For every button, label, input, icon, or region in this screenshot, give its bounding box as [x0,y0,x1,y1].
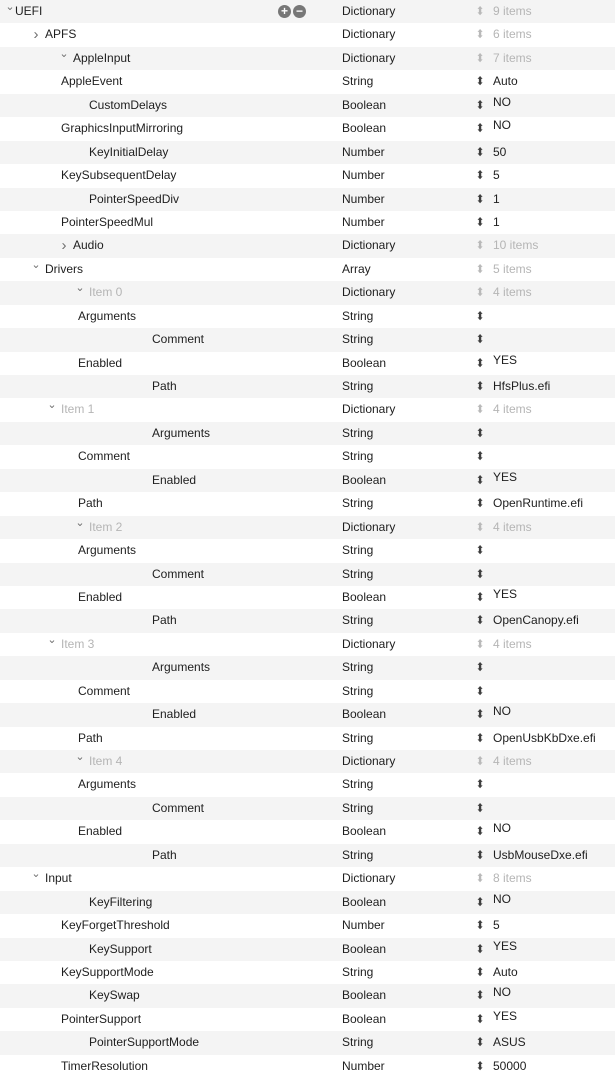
value-field[interactable]: OpenUsbKbDxe.efi [493,730,596,745]
up-down-stepper-icon[interactable]: ⬍ [475,191,485,206]
key-cell [0,1008,336,1031]
type-value[interactable]: Number [342,214,385,229]
value-field[interactable]: YES [493,1008,518,1023]
value-field: 8 items [493,871,532,886]
type-value[interactable]: String [342,74,374,89]
type-value[interactable]: Dictionary [342,50,396,65]
value-field[interactable]: YES [493,352,518,367]
type-value[interactable]: Number [342,191,385,206]
key-label[interactable]: Audio [73,238,104,253]
up-down-stepper-icon[interactable]: ⬍ [475,74,485,89]
type-value[interactable]: Dictionary [342,4,396,18]
plist-row[interactable] [0,188,615,211]
up-down-stepper-icon[interactable]: ⬍ [475,50,485,65]
plist-row[interactable] [0,914,615,937]
value-field[interactable]: YES [493,586,518,601]
value-field[interactable]: 1 [493,214,500,229]
key-label[interactable]: KeyInitialDelay [89,144,169,159]
value-field[interactable]: OpenCanopy.efi [493,613,579,628]
key-cell [28,750,364,773]
up-down-stepper-icon[interactable]: ⬍ [475,543,485,558]
key-label[interactable]: Path [152,379,177,393]
up-down-stepper-icon[interactable]: ⬍ [475,1011,485,1026]
key-label[interactable]: PointerSupport [61,1011,142,1026]
type-value[interactable]: String [342,449,374,464]
up-down-stepper-icon[interactable]: ⬍ [475,1035,485,1050]
type-value[interactable]: Number [342,1058,385,1073]
key-label[interactable]: Path [78,496,103,511]
type-value[interactable]: Dictionary [342,519,396,534]
plist-row[interactable] [0,258,615,281]
type-value[interactable]: String [342,613,374,628]
key-cell [0,164,336,187]
key-label[interactable]: Arguments [152,660,211,675]
type-value[interactable]: String [342,730,374,745]
plist-row[interactable] [0,94,615,117]
type-value[interactable]: Dictionary [342,27,396,42]
key-cell [28,234,364,257]
value-field[interactable]: UsbMouseDxe.efi [493,847,588,862]
key-cell [0,352,336,375]
up-down-stepper-icon[interactable]: ⬍ [475,496,485,511]
type-value[interactable]: String [342,660,374,675]
key-label[interactable]: Comment [152,566,205,581]
plist-row[interactable] [0,1008,615,1031]
up-down-stepper-icon[interactable]: ⬍ [475,519,485,534]
value-field[interactable]: 50 [493,144,507,159]
plist-row[interactable] [0,867,615,890]
chevron-down-icon[interactable]: ⌄ [47,633,57,646]
key-label[interactable]: Arguments [152,425,211,440]
type-value[interactable]: String [342,777,374,792]
plist-row[interactable] [0,117,615,140]
type-value[interactable]: String [342,683,374,698]
up-down-stepper-icon[interactable]: ⬍ [475,27,485,42]
up-down-stepper-icon[interactable]: ⬍ [475,730,485,745]
key-label[interactable]: GraphicsInputMirroring [61,121,184,136]
up-down-stepper-icon[interactable]: ⬍ [475,777,485,792]
up-down-stepper-icon[interactable]: ⬍ [475,472,485,487]
up-down-stepper-icon[interactable]: ⬍ [475,918,485,933]
plist-row[interactable] [0,47,615,70]
plist-row[interactable] [0,281,615,304]
type-value[interactable]: String [342,425,374,440]
key-cell [28,188,364,211]
up-down-stepper-icon[interactable]: ⬍ [475,754,485,768]
plist-row[interactable] [0,1055,615,1078]
key-cell [0,539,336,562]
value-field[interactable]: Auto [493,74,518,89]
type-value[interactable]: Boolean [342,355,387,370]
plist-row[interactable] [0,844,615,867]
up-down-stepper-icon[interactable]: ⬍ [475,941,485,956]
plist-row[interactable] [0,633,615,656]
type-value[interactable]: Boolean [342,824,387,839]
key-label[interactable]: PointerSpeedMul [61,214,154,229]
plist-row[interactable] [0,516,615,539]
type-value[interactable]: Boolean [342,97,387,112]
key-cell [0,117,336,140]
up-down-stepper-icon[interactable]: ⬍ [475,144,485,159]
value-field[interactable]: OpenRuntime.efi [493,496,584,511]
plist-row[interactable] [0,0,615,23]
type-value[interactable]: Dictionary [342,402,396,417]
plist-row[interactable] [0,469,615,492]
up-down-stepper-icon[interactable]: ⬍ [475,894,485,909]
key-cell [0,961,336,984]
key-cell [0,633,336,656]
type-value[interactable]: Boolean [342,707,387,722]
key-cell [0,70,336,93]
type-value[interactable]: Boolean [342,894,387,909]
key-label[interactable]: UEFI [15,4,43,18]
key-cell [0,1055,336,1078]
value-field[interactable]: NO [493,118,511,133]
chevron-down-icon[interactable]: ⌄ [5,1,15,13]
type-value[interactable]: String [342,964,374,979]
key-cell [28,938,364,961]
chevron-down-icon[interactable]: ⌄ [31,258,41,271]
plist-row[interactable] [0,820,615,843]
key-label[interactable]: Enabled [78,824,123,839]
up-down-stepper-icon[interactable]: ⬍ [475,871,485,886]
type-value[interactable]: String [342,800,374,815]
key-cell [28,281,364,304]
key-cell [0,773,336,796]
up-down-stepper-icon[interactable]: ⬍ [475,355,485,370]
up-down-stepper-icon[interactable]: ⬍ [475,800,485,815]
chevron-down-icon[interactable]: ⌄ [75,282,85,295]
value-field[interactable]: Auto [493,964,518,979]
type-value[interactable]: Dictionary [342,636,396,651]
up-down-stepper-icon[interactable]: ⬍ [475,379,485,393]
chevron-down-icon[interactable]: ⌄ [75,751,85,763]
type-value[interactable]: Dictionary [342,285,396,300]
key-cell [0,820,336,843]
key-label[interactable]: Path [78,730,103,745]
key-label[interactable]: Arguments [78,777,137,792]
key-cell [0,727,336,750]
plist-row[interactable] [0,938,615,961]
up-down-stepper-icon[interactable]: ⬍ [475,121,485,136]
plist-row[interactable] [0,23,615,46]
up-down-stepper-icon[interactable]: ⬍ [475,1058,485,1073]
value-field[interactable]: 5 [493,168,500,183]
type-value[interactable]: String [342,308,374,323]
plist-row[interactable] [0,539,615,562]
key-cell [28,984,364,1007]
plist-row[interactable] [0,727,615,750]
value-field[interactable]: 50000 [493,1058,527,1073]
value-field[interactable]: NO [493,704,511,719]
chevron-down-icon[interactable]: ⌄ [31,868,41,881]
key-label[interactable]: Enabled [152,472,197,487]
plist-row[interactable] [0,445,615,468]
value-field: 4 items [493,519,532,534]
plist-row[interactable] [0,656,615,679]
key-label[interactable]: Path [152,613,177,628]
type-value[interactable]: String [342,496,374,511]
key-label[interactable]: Enabled [78,589,123,604]
type-value[interactable]: Number [342,168,385,183]
plist-row[interactable] [0,211,615,234]
key-label[interactable]: KeyFiltering [89,894,153,909]
type-value[interactable]: Dictionary [342,238,396,253]
up-down-stepper-icon[interactable]: ⬍ [475,683,485,698]
add-remove-controls [278,5,308,19]
type-value[interactable]: Number [342,144,385,159]
key-label[interactable]: Comment [152,332,205,347]
value-field: 5 items [493,261,532,276]
value-field[interactable]: HfsPlus.efi [493,379,551,393]
plist-row[interactable] [0,164,615,187]
key-label[interactable]: PointerSupportMode [89,1035,200,1050]
plist-row[interactable] [0,1031,615,1054]
key-cell [28,141,364,164]
key-cell [28,891,364,914]
minus-circle-icon[interactable]: − [293,5,306,18]
value-field[interactable]: NO [493,891,511,906]
key-label[interactable]: Item 2 [89,519,123,534]
key-label[interactable]: Comment [152,800,205,815]
type-value[interactable]: String [342,379,374,393]
key-label[interactable]: Item 0 [89,285,123,300]
key-label[interactable]: AppleEvent [61,74,123,89]
up-down-stepper-icon[interactable]: ⬍ [475,261,485,276]
type-value[interactable]: String [342,1035,374,1050]
chevron-down-icon[interactable]: ⌄ [47,399,57,412]
key-cell [0,586,336,609]
key-label[interactable]: KeySupport [89,941,152,956]
key-cell [0,867,336,890]
type-value[interactable]: Boolean [342,472,387,487]
type-value[interactable]: String [342,543,374,558]
key-label[interactable]: APFS [45,27,77,42]
up-down-stepper-icon[interactable]: ⬍ [475,988,485,1003]
key-label[interactable]: TimerResolution [61,1058,148,1073]
up-down-stepper-icon[interactable]: ⬍ [475,332,485,347]
up-down-stepper-icon[interactable]: ⬍ [475,824,485,839]
value-field: 9 items [493,4,532,18]
type-value[interactable]: Boolean [342,1011,387,1026]
chevron-right-icon[interactable]: › [33,26,39,44]
key-cell [0,680,336,703]
chevron-down-icon[interactable]: ⌄ [59,47,69,60]
key-label[interactable]: PointerSpeedDiv [89,191,180,206]
plist-row[interactable] [0,703,615,726]
plist-row[interactable] [0,961,615,984]
value-field: 7 items [493,50,532,65]
key-label[interactable]: Arguments [78,308,137,323]
value-field: 4 items [493,754,532,768]
plist-row[interactable] [0,773,615,796]
plist-row[interactable] [0,70,615,93]
up-down-stepper-icon[interactable]: ⬍ [475,285,485,300]
plist-row[interactable] [0,586,615,609]
up-down-stepper-icon[interactable]: ⬍ [475,566,485,581]
value-field[interactable]: NO [493,821,511,836]
key-cell [28,1031,364,1054]
type-value[interactable]: Dictionary [342,754,396,768]
value-field: 6 items [493,27,532,42]
key-label[interactable]: KeyForgetThreshold [61,918,170,933]
plist-row[interactable] [0,234,615,257]
key-cell [0,258,336,281]
type-value[interactable]: String [342,847,374,862]
plus-circle-icon[interactable]: + [278,5,291,18]
key-label[interactable]: KeySupportMode [61,964,154,979]
key-cell [0,445,336,468]
key-label[interactable]: Item 1 [61,402,95,417]
key-label[interactable]: Comment [78,683,131,698]
up-down-stepper-icon[interactable]: ⬍ [475,97,485,112]
up-down-stepper-icon[interactable]: ⬍ [475,660,485,675]
key-label[interactable]: KeySubsequentDelay [61,168,177,183]
key-label[interactable]: AppleInput [73,50,131,65]
up-down-stepper-icon[interactable]: ⬍ [475,4,485,18]
value-field: 10 items [493,238,539,253]
plist-row[interactable] [0,680,615,703]
type-value[interactable]: Number [342,918,385,933]
type-value[interactable]: Array [342,261,371,276]
key-cell [0,23,336,46]
plist-row[interactable] [0,750,615,773]
up-down-stepper-icon[interactable]: ⬍ [475,613,485,628]
type-value[interactable]: String [342,566,374,581]
plist-row[interactable] [0,422,615,445]
key-cell [0,305,336,328]
key-label[interactable]: KeySwap [89,988,140,1003]
up-down-stepper-icon[interactable]: ⬍ [475,238,485,253]
key-label[interactable]: Arguments [78,543,137,558]
key-cell [28,516,364,539]
type-value[interactable]: Boolean [342,589,387,604]
type-value[interactable]: Boolean [342,121,387,136]
key-label[interactable]: Item 4 [89,754,123,768]
key-label[interactable]: Drivers [45,261,83,276]
plist-row[interactable] [0,492,615,515]
key-cell [0,398,336,421]
key-cell [28,47,364,70]
plist-row[interactable] [0,141,615,164]
plist-row[interactable] [0,891,615,914]
plist-row[interactable] [0,563,615,586]
value-field[interactable]: ASUS [493,1035,526,1050]
up-down-stepper-icon[interactable]: ⬍ [475,589,485,604]
plist-row[interactable] [0,398,615,421]
value-field[interactable]: NO [493,985,511,1000]
up-down-stepper-icon[interactable]: ⬍ [475,214,485,229]
key-label[interactable]: Comment [78,449,131,464]
plist-row[interactable] [0,352,615,375]
plist-row[interactable] [0,984,615,1007]
up-down-stepper-icon[interactable]: ⬍ [475,449,485,464]
up-down-stepper-icon[interactable]: ⬍ [475,636,485,651]
value-field[interactable]: 5 [493,918,500,933]
up-down-stepper-icon[interactable]: ⬍ [475,707,485,722]
key-label[interactable]: Item 3 [61,636,95,651]
value-field: 4 items [493,285,532,300]
value-field: 4 items [493,636,532,651]
chevron-right-icon[interactable]: › [61,237,67,255]
key-cell [28,94,364,117]
type-value[interactable]: Dictionary [342,871,396,886]
type-value[interactable]: String [342,332,374,347]
key-label[interactable]: Enabled [152,707,197,722]
plist-row[interactable] [0,328,615,351]
key-cell [0,492,336,515]
key-label[interactable]: CustomDelays [89,97,168,112]
key-cell [0,211,336,234]
up-down-stepper-icon[interactable]: ⬍ [475,168,485,183]
plist-row[interactable] [0,305,615,328]
up-down-stepper-icon[interactable]: ⬍ [475,847,485,862]
value-field: 4 items [493,402,532,417]
value-field[interactable]: NO [493,94,511,109]
value-field[interactable]: YES [493,938,518,953]
plist-row[interactable] [0,375,615,398]
up-down-stepper-icon[interactable]: ⬍ [475,402,485,417]
type-value[interactable]: Boolean [342,988,387,1003]
plist-row[interactable] [0,609,615,632]
value-field[interactable]: YES [493,469,518,484]
type-value[interactable]: Boolean [342,941,387,956]
up-down-stepper-icon[interactable]: ⬍ [475,964,485,979]
key-label[interactable]: Enabled [78,355,123,370]
key-label[interactable]: Input [45,871,72,886]
up-down-stepper-icon[interactable]: ⬍ [475,308,485,323]
key-label[interactable]: Path [152,847,177,862]
chevron-down-icon[interactable]: ⌄ [75,516,85,529]
plist-row[interactable] [0,797,615,820]
key-cell [0,914,336,937]
up-down-stepper-icon[interactable]: ⬍ [475,425,485,440]
value-field[interactable]: 1 [493,191,500,206]
